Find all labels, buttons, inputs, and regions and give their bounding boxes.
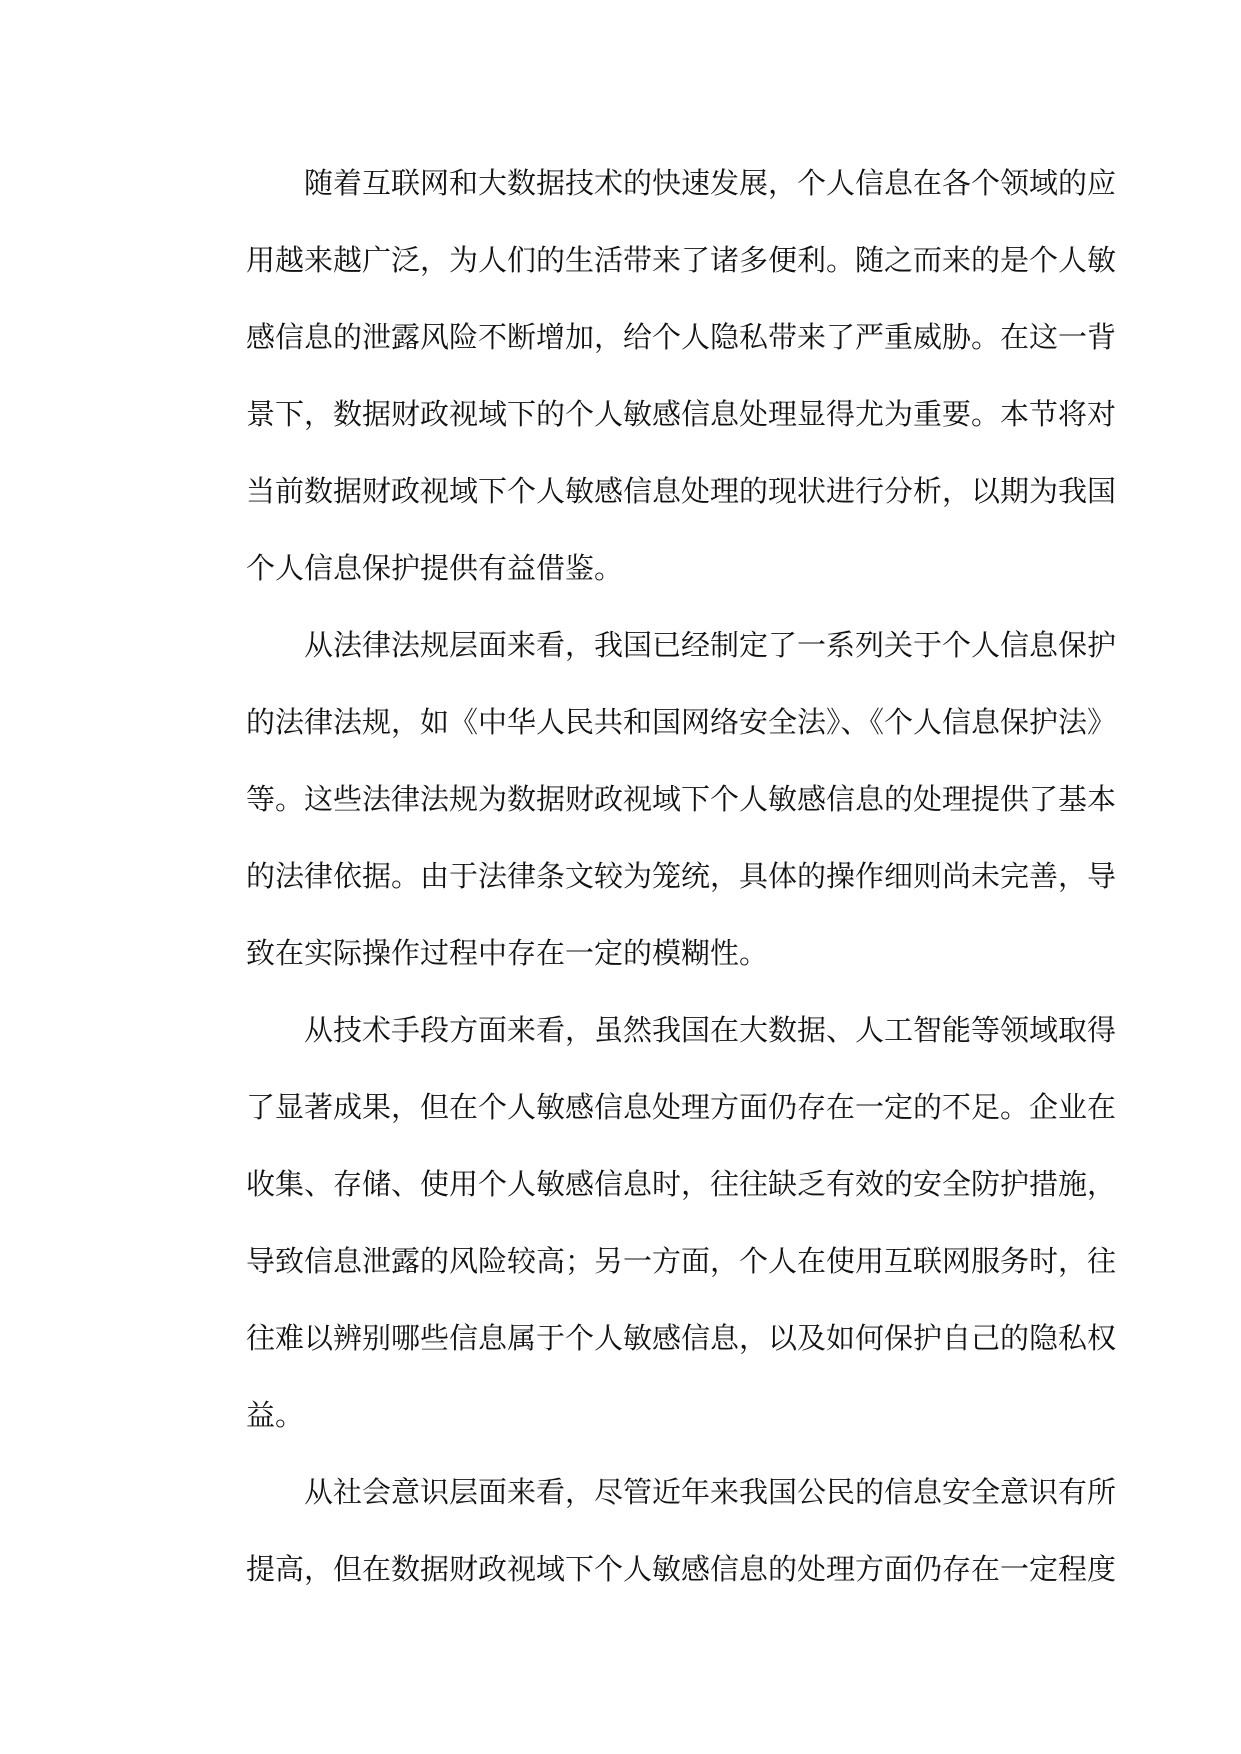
text-line: 用越来越广泛，为人们的生活带来了诸多便利。随之而来的是个人敏 <box>246 243 1117 277</box>
text-line: 致在实际操作过程中存在一定的模糊性。 <box>246 936 769 970</box>
text-line: 的法律法规，如《中华人民共和国网络安全法》、《个人信息保护法》 <box>246 705 1117 739</box>
text-line: 从技术手段方面来看，虽然我国在大数据、人工智能等领域取得 <box>304 1013 1117 1047</box>
text-line: 往难以辨别哪些信息属于个人敏感信息，以及如何保护自己的隐私权 <box>246 1321 1117 1355</box>
text-line: 从社会意识层面来看，尽管近年来我国公民的信息安全意识有所 <box>304 1475 1117 1509</box>
text-line: 景下，数据财政视域下的个人敏感信息处理显得尤为重要。本节将对 <box>246 397 1117 431</box>
text-line: 从法律法规层面来看，我国已经制定了一系列关于个人信息保护 <box>304 628 1117 662</box>
text-line: 感信息的泄露风险不断增加，给个人隐私带来了严重威胁。在这一背 <box>246 320 1117 354</box>
text-line: 导致信息泄露的风险较高；另一方面，个人在使用互联网服务时，往 <box>246 1244 1117 1278</box>
document-body <box>188 145 1117 1608</box>
text-line: 当前数据财政视域下个人敏感信息处理的现状进行分析，以期为我国 <box>246 474 1117 508</box>
text-line: 个人信息保护提供有益借鉴。 <box>246 551 624 585</box>
text-line: 了显著成果，但在个人敏感信息处理方面仍存在一定的不足。企业在 <box>246 1090 1117 1124</box>
paragraph-3 <box>188 992 1117 1454</box>
text-line: 的法律依据。由于法律条文较为笼统，具体的操作细则尚未完善，导 <box>246 859 1117 893</box>
paragraph-4 <box>188 1454 1117 1608</box>
text-line: 随着互联网和大数据技术的快速发展，个人信息在各个领域的应 <box>304 166 1117 200</box>
text-line: 提高，但在数据财政视域下个人敏感信息的处理方面仍存在一定程度 <box>246 1552 1117 1586</box>
text-line: 益。 <box>246 1398 305 1432</box>
text-line: 等。这些法律法规为数据财政视域下个人敏感信息的处理提供了基本 <box>246 782 1117 816</box>
paragraph-1 <box>188 145 1117 607</box>
paragraph-2 <box>188 607 1117 992</box>
text-line: 收集、存储、使用个人敏感信息时，往往缺乏有效的安全防护措施， <box>246 1167 1117 1201</box>
